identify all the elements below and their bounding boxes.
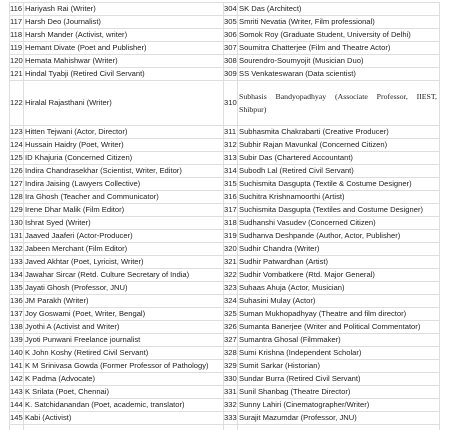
row-number-left: 134 [10, 269, 24, 282]
row-number-left: 142 [10, 373, 24, 386]
signatory-name-right: Surajit Mazumdar (Professor, JNU) [238, 412, 440, 425]
table-row [10, 191, 440, 204]
row-number-right: 328 [224, 347, 238, 360]
row-number-right: 312 [224, 139, 238, 152]
table-row [10, 360, 440, 373]
signatory-name-right: Sunny Lahiri (Cinematographer/Writer) [238, 399, 440, 412]
signatory-name-left: Joy Goswami (Poet, Writer, Bengal) [24, 308, 224, 321]
signatory-name-right: Suchitra Krishnamoorthi (Artist) [238, 191, 440, 204]
table-row [10, 334, 440, 347]
row-number-right: 325 [224, 308, 238, 321]
table-row [10, 3, 440, 16]
row-number-left: 138 [10, 321, 24, 334]
signatory-name-right: Subhasis Bandyopadhyay (Associate Professor, IIEST, Shibpur) [238, 81, 440, 126]
row-number-right: 318 [224, 217, 238, 230]
signatory-name-right: Sumanta Banerjee (Writer and Political Commentator) [238, 321, 440, 334]
table-row [10, 295, 440, 308]
signatory-name-right: Sumit Sarkar (Historian) [238, 360, 440, 373]
signatory-name-right: Sunil Shanbag (Theatre Director) [238, 386, 440, 399]
row-number-left: 137 [10, 308, 24, 321]
row-number-left: 139 [10, 334, 24, 347]
row-number-left: 136 [10, 295, 24, 308]
row-number-right: 314 [224, 165, 238, 178]
signatory-name-right: SK Das (Architect) [238, 3, 440, 16]
table-row [10, 386, 440, 399]
signatory-name-left: Hindal Tyabji (Retired Civil Servant) [24, 68, 224, 81]
signatory-name-left: Hiralal Rajasthani (Writer) [24, 81, 224, 126]
row-number-left: 117 [10, 16, 24, 29]
row-number-right: 319 [224, 230, 238, 243]
row-number-left: 129 [10, 204, 24, 217]
signatory-name-right: Suman Mukhopadhyay (Theatre and film director) [238, 308, 440, 321]
signatory-name-left: Harsh Mander (Activist, writer) [24, 29, 224, 42]
signatory-name-left: Jyothi A (Activist and Writer) [24, 321, 224, 334]
table-row [10, 308, 440, 321]
signatory-name-left: Ishrat Syed (Writer) [24, 217, 224, 230]
row-number-left: 132 [10, 243, 24, 256]
signatory-name-left: Irene Dhar Malik (Film Editor) [24, 204, 224, 217]
signatory-name-right: Smriti Nevatia (Writer, Film professional) [238, 16, 440, 29]
table-row [10, 68, 440, 81]
table-row [10, 204, 440, 217]
row-number-left: 130 [10, 217, 24, 230]
row-number-right: 311 [224, 126, 238, 139]
signatory-name-left: Hemant Divate (Poet and Publisher) [24, 42, 224, 55]
table-row [10, 152, 440, 165]
table-row [10, 373, 440, 386]
signatory-name-left: Hariyash Rai (Writer) [24, 3, 224, 16]
row-number-right: 307 [224, 42, 238, 55]
table-row [10, 217, 440, 230]
signatory-name-right: Subir Das (Chartered Accountant) [238, 152, 440, 165]
row-number-left: 121 [10, 68, 24, 81]
row-number-right: 306 [224, 29, 238, 42]
row-number-right: 330 [224, 373, 238, 386]
signatory-name-left: Jawahar Sircar (Retd. Culture Secretary of India) [24, 269, 224, 282]
row-number-right: 326 [224, 321, 238, 334]
signatory-name-right: Sudhir Vombatkere (Rtd. Major General) [238, 269, 440, 282]
row-number-left: 133 [10, 256, 24, 269]
row-number-right: 323 [224, 282, 238, 295]
row-number-right: 313 [224, 152, 238, 165]
row-number-right: 331 [224, 386, 238, 399]
signatory-name-left: Jayati Ghosh (Professor, JNU) [24, 282, 224, 295]
row-number-left: 144 [10, 399, 24, 412]
signatory-name-left: K M Srinivasa Gowda (Former Professor of Pathology) [24, 360, 224, 373]
signatory-name-right: SS Venkateswaran (Data scientist) [238, 68, 440, 81]
table-row [10, 29, 440, 42]
row-number-right: 304 [224, 3, 238, 16]
row-number-right: 332 [224, 399, 238, 412]
row-number-left: 127 [10, 178, 24, 191]
signatory-name-right: Somok Roy (Graduate Student, University of Delhi) [238, 29, 440, 42]
signatory-name-left: K Srilata (Poet, Chennai) [24, 386, 224, 399]
table-row [10, 399, 440, 412]
table-row [10, 42, 440, 55]
signatory-name-right: Sudhir Chandra (Writer) [238, 243, 440, 256]
table-row [10, 256, 440, 269]
signatory-name-left: K Padma (Advocate) [24, 373, 224, 386]
table-row [10, 243, 440, 256]
signatory-name-right: Suhasini Mulay (Actor) [238, 295, 440, 308]
signatory-name-left: Hussain Haidry (Poet, Writer) [24, 139, 224, 152]
row-number-right: 309 [224, 68, 238, 81]
signatory-name-right: Suchismita Dasgupta (Textile & Costume Designer) [238, 178, 440, 191]
row-number-right: 305 [224, 16, 238, 29]
signatory-name-right: Sumi Krishna (Independent Scholar) [238, 347, 440, 360]
table-row [10, 178, 440, 191]
row-number-right: 333 [224, 412, 238, 425]
signatory-name-right: Sumantra Ghosal (Filmmaker) [238, 334, 440, 347]
signatory-name-right: Soumitra Chatterjee (Film and Theatre Actor) [238, 42, 440, 55]
signatory-name-right: Sourendro-Soumyojit (Musician Duo) [238, 55, 440, 68]
signatory-name-left: K John Koshy (Retired Civil Servant) [24, 347, 224, 360]
row-number-left: 118 [10, 29, 24, 42]
row-number-right: 327 [224, 334, 238, 347]
table-row [10, 269, 440, 282]
row-number-left: 145 [10, 412, 24, 425]
signatory-name-left: K. Satchidanandan (Poet, academic, translator) [24, 399, 224, 412]
table-row [10, 321, 440, 334]
row-number-right: 322 [224, 269, 238, 282]
signatory-name-left: Indira Chandrasekhar (Scientist, Writer, Editor) [24, 165, 224, 178]
signatory-name-right: Subhasmita Chakrabarti (Creative Producer) [238, 126, 440, 139]
table-row [10, 55, 440, 68]
table-row [10, 347, 440, 360]
row-number-left: 119 [10, 42, 24, 55]
row-number-right: 329 [224, 360, 238, 373]
row-number-right: 310 [224, 81, 238, 126]
signatory-name-left: Indira Jaising (Lawyers Collective) [24, 178, 224, 191]
signatory-name-left: ID Khajuria (Concerned Citizen) [24, 152, 224, 165]
signatory-name-right: Suhaas Ahuja (Actor, Musician) [238, 282, 440, 295]
signatory-name-right: Sudhanva Deshpande (Author, Actor, Publisher) [238, 230, 440, 243]
row-number-left: 141 [10, 360, 24, 373]
row-number-right: 324 [224, 295, 238, 308]
signatory-name-left: Kabi (Activist) [24, 412, 224, 425]
row-number-left: 126 [10, 165, 24, 178]
signatory-name-right: Suchismita Dasgupta (Textiles and Costume Designer) [238, 204, 440, 217]
row-number-left: 123 [10, 126, 24, 139]
table-row [10, 412, 440, 425]
row-number-right: 321 [224, 256, 238, 269]
signatory-name-right: Subodh Lal (Retired Civil Servant) [238, 165, 440, 178]
signatory-name-left: Jyoti Punwani Freelance journalist [24, 334, 224, 347]
signatory-name-right: Sudhir Patwardhan (Artist) [238, 256, 440, 269]
row-number-right: 308 [224, 55, 238, 68]
row-number-right: 317 [224, 204, 238, 217]
row-number-right: 315 [224, 178, 238, 191]
row-number-left: 120 [10, 55, 24, 68]
signatory-name-left: Jaaved Jaaferi (Actor-Producer) [24, 230, 224, 243]
signatory-table [9, 2, 440, 433]
row-number-left: 140 [10, 347, 24, 360]
table-row [10, 165, 440, 178]
row-number-left: 116 [10, 3, 24, 16]
table-row [10, 126, 440, 139]
signatory-name-left: Jabeen Merchant (Film Editor) [24, 243, 224, 256]
row-number-left: 122 [10, 81, 24, 126]
row-number-left: 128 [10, 191, 24, 204]
row-number-right: 316 [224, 191, 238, 204]
table-row [10, 282, 440, 295]
signatory-name-right: Sudhanshi Vasudev (Concerned Citizen) [238, 217, 440, 230]
signatory-name-left: Hitten Tejwani (Actor, Director) [24, 126, 224, 139]
signatory-name-left: Ira Ghosh (Teacher and Communicator) [24, 191, 224, 204]
row-number-left: 125 [10, 152, 24, 165]
signatory-table-body [10, 3, 440, 434]
page-bottom [0, 430, 450, 440]
signatory-name-left: Hemata Mahishwar (Writer) [24, 55, 224, 68]
row-number-left: 135 [10, 282, 24, 295]
table-row [10, 230, 440, 243]
row-number-left: 143 [10, 386, 24, 399]
signatory-name-left: Javed Akhtar (Poet, Lyricist, Writer) [24, 256, 224, 269]
signatory-name-right: Sundar Burra (Retired Civil Servant) [238, 373, 440, 386]
row-number-left: 131 [10, 230, 24, 243]
row-number-left: 124 [10, 139, 24, 152]
table-row [10, 139, 440, 152]
signatory-name-right: Subhir Rajan Mavunkal (Concerned Citizen) [238, 139, 440, 152]
signatory-name-left: JM Parakh (Writer) [24, 295, 224, 308]
table-row [10, 16, 440, 29]
table-row [10, 81, 440, 126]
row-number-right: 320 [224, 243, 238, 256]
signatory-name-left: Harsh Deo (Journalist) [24, 16, 224, 29]
